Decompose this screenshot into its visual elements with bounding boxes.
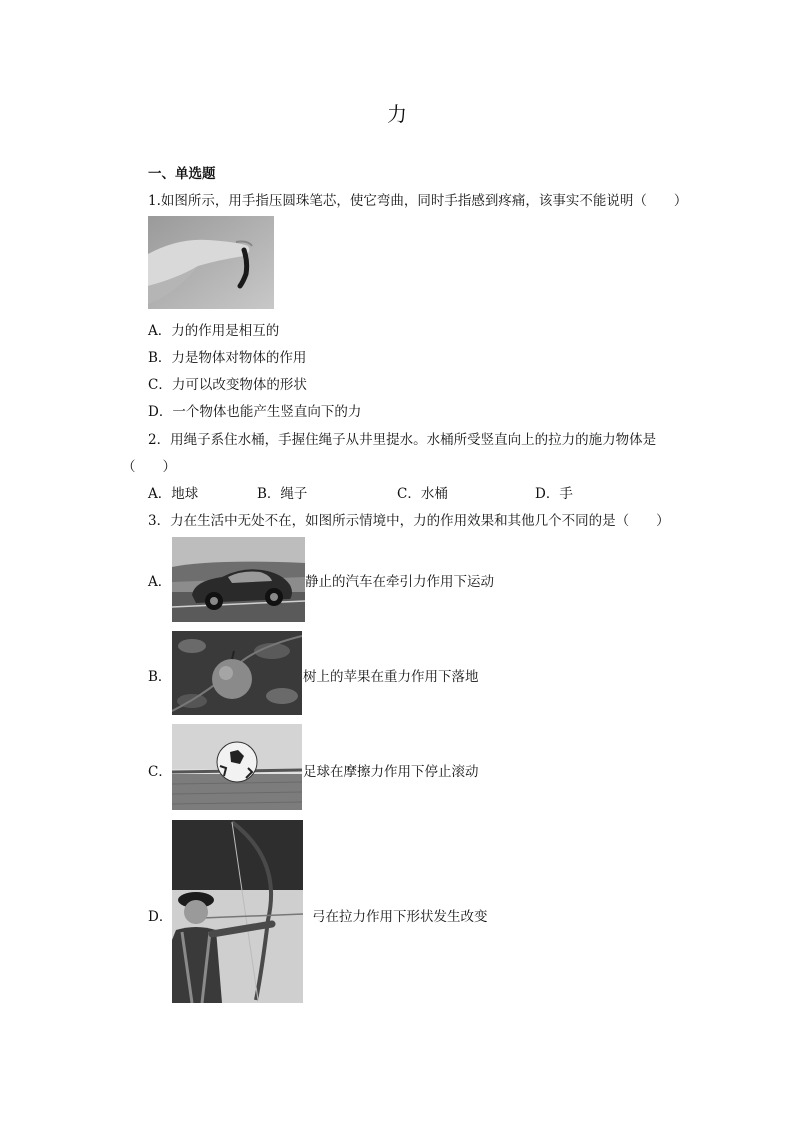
archer-image <box>172 820 303 1003</box>
car-image <box>172 537 305 622</box>
question-3-option-a-text: 静止的汽车在牵引力作用下运动 <box>305 574 494 590</box>
question-1-option-a: A．力的作用是相互的 <box>148 323 280 339</box>
question-2-option-b: B．绳子 <box>257 486 308 502</box>
question-3-option-c-letter: C． <box>148 764 172 780</box>
question-2-option-d: D．手 <box>535 486 573 502</box>
question-3-option-b-letter: B． <box>148 669 172 685</box>
apple-image <box>172 631 302 715</box>
question-3-option-d-text: 弓在拉力作用下形状发生改变 <box>312 909 488 925</box>
question-1-option-c: C．力可以改变物体的形状 <box>148 377 307 393</box>
question-3-option-c-text: 足球在摩擦力作用下停止滚动 <box>303 764 479 780</box>
question-3-stem: 3．力在生活中无处不在，如图所示情境中，力的作用效果和其他几个不同的是（ ） <box>148 513 670 529</box>
question-2-option-c: C．水桶 <box>397 486 448 502</box>
question-3-option-b-text: 树上的苹果在重力作用下落地 <box>303 669 479 685</box>
question-3-option-a-letter: A． <box>148 574 172 590</box>
question-1-option-b: B．力是物体对物体的作用 <box>148 350 307 366</box>
section-heading: 一、单选题 <box>148 166 216 182</box>
question-2-stem-line1: 2．用绳子系住水桶，手握住绳子从井里提水。水桶所受竖直向上的拉力的施力物体是 <box>148 432 657 448</box>
football-image <box>172 724 302 810</box>
finger-pressing-pen-refill-image <box>148 216 274 309</box>
question-2-option-a: A．地球 <box>148 486 199 502</box>
question-2-stem-line2: （ ） <box>122 459 176 475</box>
question-1-option-d: D．一个物体也能产生竖直向下的力 <box>148 404 362 420</box>
question-1-stem: 1.如图所示，用手指压圆珠笔芯，使它弯曲，同时手指感到疼痛，该事实不能说明（ ） <box>148 193 688 209</box>
document-title: 力 <box>387 102 407 126</box>
question-3-option-d-letter: D． <box>148 909 173 925</box>
